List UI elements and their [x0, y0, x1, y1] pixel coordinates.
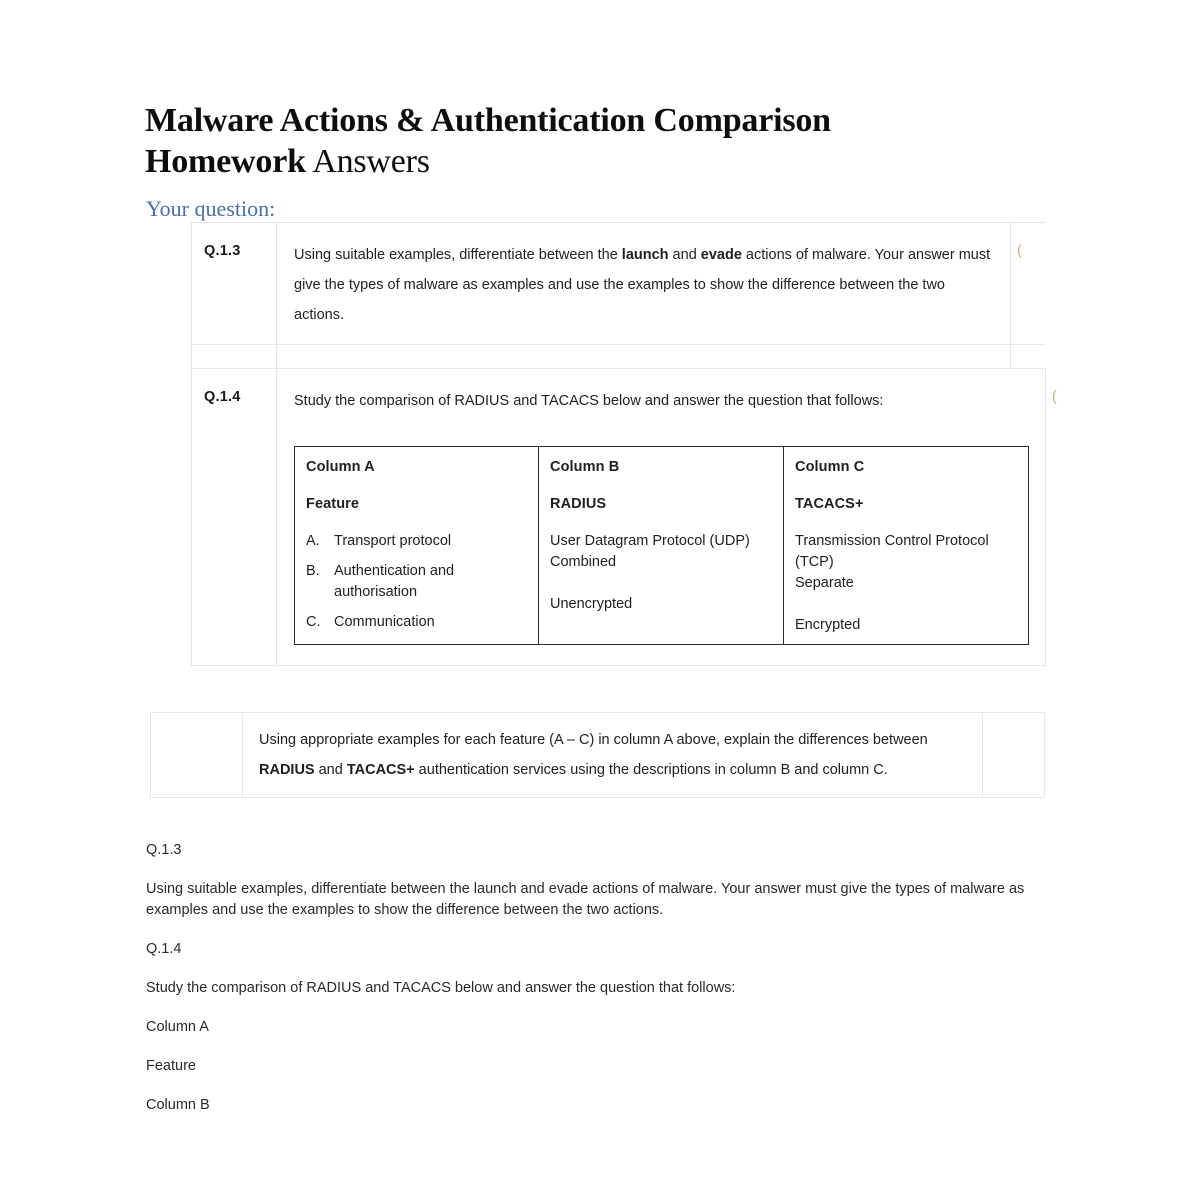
page-title-bold: Malware Actions & Authentication Comparison Homework — [145, 102, 831, 180]
q13-text-segment: actions of malware. Your answer must give the types of malware as examples and use the examples to show the difference between the two actions. — [294, 247, 991, 323]
spacer-body-cell — [277, 345, 1010, 368]
body-paragraph-q14: Study the comparison of RADIUS and TACACS below and answer the question that follows: — [146, 980, 736, 996]
comparison-column-c — [784, 447, 1028, 644]
question-body-q13 — [277, 223, 1010, 344]
q13-bold-launch: launch — [621, 247, 669, 263]
table-row — [192, 223, 1046, 345]
list-text-a: Transport protocol — [334, 533, 452, 549]
instruction-box-text — [243, 713, 982, 797]
table-row-spacer — [192, 345, 1046, 369]
question-number-q13: Q.1.3 — [192, 223, 277, 344]
column-a-list — [306, 531, 528, 633]
body-paragraph-q13: Using suitable examples, differentiate between the launch and evade actions of malware. Your answer must give the types of malware as examples and use the examples to show the difference between the two actions. — [146, 881, 1025, 918]
column-c-subheader: TACACS+ — [795, 496, 864, 512]
list-marker-b: B. — [306, 563, 320, 579]
instruction-box-right-cell — [982, 713, 1044, 797]
instruction-segment: authentication services using the descriptions in column B and column C. — [414, 762, 888, 778]
comparison-column-b — [539, 447, 784, 644]
body-line-column-b: Column B — [146, 1097, 210, 1113]
instruction-box — [150, 712, 1045, 798]
page-title-light: Answers — [305, 143, 430, 180]
column-c-value-1: Separate — [795, 575, 854, 591]
body-label-q13: Q.1.3 — [146, 842, 182, 858]
body-line-feature: Feature — [146, 1058, 196, 1074]
instruction-bold-radius: RADIUS — [259, 762, 315, 778]
q13-text-segment: and — [668, 247, 701, 263]
column-a-subheader: Feature — [306, 496, 360, 512]
question-mark-q13: ( — [1010, 223, 1046, 344]
body-text-section — [146, 840, 1026, 1134]
instruction-box-left-cell — [151, 713, 243, 797]
list-text-c: Communication — [334, 614, 435, 630]
comparison-table-wrapper — [294, 446, 1029, 645]
spacer-mark-cell — [1010, 345, 1046, 368]
column-a-header: Column A — [306, 459, 375, 475]
column-b-gap — [550, 573, 773, 594]
comparison-table — [294, 446, 1029, 645]
question-mark-q14: ( — [1045, 369, 1081, 665]
q13-bold-evade: evade — [700, 247, 742, 263]
list-item — [306, 612, 528, 633]
instruction-segment: Using appropriate examples for each feature (A – C) in column A above, explain the differences between — [259, 732, 928, 748]
list-item — [306, 531, 528, 552]
question-number-q14: Q.1.4 — [192, 369, 277, 665]
column-b-value-0: User Datagram Protocol (UDP) — [550, 533, 750, 549]
list-text-b: Authentication and authorisation — [334, 563, 455, 600]
body-label-q14: Q.1.4 — [146, 941, 182, 957]
list-marker-a: A. — [306, 533, 320, 549]
spacer-number-cell — [192, 345, 277, 368]
column-c-value-0: Transmission Control Protocol (TCP) — [795, 533, 989, 570]
column-b-value-2: Unencrypted — [550, 596, 633, 612]
column-b-header: Column B — [550, 459, 620, 475]
column-c-value-2: Encrypted — [795, 617, 861, 633]
body-line-column-a: Column A — [146, 1019, 209, 1035]
q14-text-segment: Study the comparison of RADIUS and TACACS below and answer the question that follows: — [294, 393, 884, 409]
question-table — [191, 222, 1057, 666]
list-marker-c: C. — [306, 614, 321, 630]
question-body-q14 — [277, 369, 1045, 665]
column-b-value-1: Combined — [550, 554, 617, 570]
instruction-bold-tacacs: TACACS+ — [346, 762, 415, 778]
table-row — [192, 369, 1057, 666]
column-c-gap — [795, 594, 1018, 615]
section-heading-your-question: Your question: — [146, 196, 276, 221]
q13-text-segment: Using suitable examples, differentiate between the — [294, 247, 622, 263]
column-c-header: Column C — [795, 459, 865, 475]
column-b-subheader: RADIUS — [550, 496, 607, 512]
instruction-segment: and — [314, 762, 347, 778]
list-item — [306, 561, 528, 603]
page-title — [145, 100, 905, 182]
comparison-column-a — [295, 447, 539, 644]
